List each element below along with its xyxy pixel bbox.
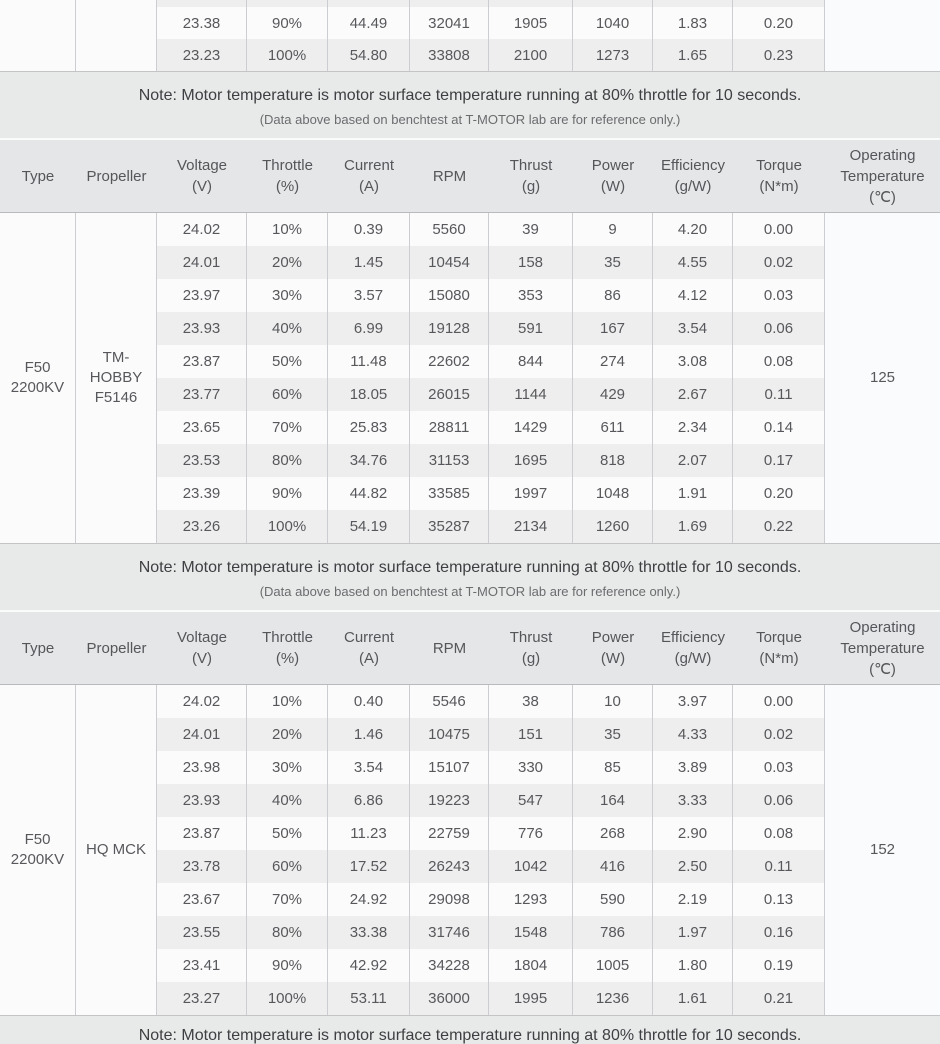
data-cell: 44.49 <box>328 7 410 39</box>
data-cell: 33.38 <box>328 916 410 949</box>
data-cell: 1997 <box>489 477 573 510</box>
data-cell: 85 <box>573 751 653 784</box>
data-cell: 1236 <box>573 982 653 1015</box>
column-header: Operating Temperature (℃) <box>825 612 940 684</box>
data-cell: 86 <box>573 279 653 312</box>
column-header: Propeller <box>76 140 157 212</box>
data-cell: 167 <box>573 312 653 345</box>
data-cell: 11.48 <box>328 345 410 378</box>
data-cell: 2100 <box>489 39 573 71</box>
data-cell: 274 <box>573 345 653 378</box>
table-body <box>0 0 940 71</box>
data-cell <box>247 0 328 7</box>
data-cell: 1293 <box>489 883 573 916</box>
data-cell: 416 <box>573 850 653 883</box>
data-cell: 17.52 <box>328 850 410 883</box>
data-cell: 80% <box>247 916 328 949</box>
data-cell: 0.03 <box>733 279 825 312</box>
note-text: Note: Motor temperature is motor surface temperature running at 80% throttle for 10 seconds. <box>138 559 802 576</box>
data-cell: 1005 <box>573 949 653 982</box>
data-cell: 0.20 <box>733 477 825 510</box>
table-header <box>0 612 940 685</box>
temp-cell <box>825 0 940 71</box>
data-cell: 2.90 <box>653 817 733 850</box>
data-cell: 40% <box>247 312 328 345</box>
data-cell: 25.83 <box>328 411 410 444</box>
column-header: Power (W) <box>573 140 653 212</box>
data-cell: 23.77 <box>157 378 247 411</box>
temp-cell: 125 <box>825 213 940 543</box>
data-cell: 0.14 <box>733 411 825 444</box>
data-cell: 1144 <box>489 378 573 411</box>
data-cell: 0.21 <box>733 982 825 1015</box>
data-cell: 2.07 <box>653 444 733 477</box>
data-cell: 0.00 <box>733 685 825 718</box>
data-cell: 158 <box>489 246 573 279</box>
data-cell: 60% <box>247 850 328 883</box>
data-cell <box>573 0 653 7</box>
data-cell: 3.97 <box>653 685 733 718</box>
data-cell <box>489 0 573 7</box>
data-cell: 34228 <box>410 949 489 982</box>
data-cell: 0.16 <box>733 916 825 949</box>
data-cell: 42.92 <box>328 949 410 982</box>
data-cell: 38 <box>489 685 573 718</box>
data-cell: 23.27 <box>157 982 247 1015</box>
column-header: Power (W) <box>573 612 653 684</box>
note-block <box>0 543 940 612</box>
data-cell: 24.01 <box>157 718 247 751</box>
data-cell: 23.93 <box>157 312 247 345</box>
data-cell: 20% <box>247 718 328 751</box>
column-header: Operating Temperature (℃) <box>825 140 940 212</box>
data-cell: 23.98 <box>157 751 247 784</box>
table-body <box>0 685 940 1015</box>
data-cell: 6.86 <box>328 784 410 817</box>
data-cell: 0.11 <box>733 378 825 411</box>
data-cell: 50% <box>247 817 328 850</box>
column-header: Throttle (%) <box>247 612 328 684</box>
data-cell <box>733 0 825 7</box>
data-cell: 24.02 <box>157 213 247 246</box>
data-cell: 10% <box>247 213 328 246</box>
data-cell: 10475 <box>410 718 489 751</box>
data-cell: 34.76 <box>328 444 410 477</box>
data-cell: 590 <box>573 883 653 916</box>
data-cell: 0.08 <box>733 817 825 850</box>
data-cell: 90% <box>247 7 328 39</box>
data-cell: 29098 <box>410 883 489 916</box>
data-cell: 591 <box>489 312 573 345</box>
data-cell: 30% <box>247 751 328 784</box>
table-header <box>0 140 940 213</box>
data-cell: 24.02 <box>157 685 247 718</box>
data-cell: 35 <box>573 246 653 279</box>
data-cell: 4.12 <box>653 279 733 312</box>
data-cell: 23.41 <box>157 949 247 982</box>
data-cell: 268 <box>573 817 653 850</box>
data-cell: 4.55 <box>653 246 733 279</box>
data-cell: 0.02 <box>733 718 825 751</box>
column-header: Thrust (g) <box>489 140 573 212</box>
data-cell: 164 <box>573 784 653 817</box>
data-cell: 39 <box>489 213 573 246</box>
data-cell: 35287 <box>410 510 489 543</box>
data-cell: 100% <box>247 39 328 71</box>
column-header: Current (A) <box>328 140 410 212</box>
data-cell: 1040 <box>573 7 653 39</box>
data-cell: 60% <box>247 378 328 411</box>
data-cell: 23.65 <box>157 411 247 444</box>
data-cell: 2.50 <box>653 850 733 883</box>
data-cell: 429 <box>573 378 653 411</box>
data-cell: 18.05 <box>328 378 410 411</box>
motor-data-table-partial <box>0 0 940 71</box>
data-cell: 844 <box>489 345 573 378</box>
note-text: Note: Motor temperature is motor surface temperature running at 80% throttle for 10 seconds. <box>138 87 802 104</box>
data-cell: 23.78 <box>157 850 247 883</box>
data-cell: 3.57 <box>328 279 410 312</box>
data-cell: 3.54 <box>328 751 410 784</box>
data-cell: 1273 <box>573 39 653 71</box>
data-cell: 23.26 <box>157 510 247 543</box>
data-cell: 23.67 <box>157 883 247 916</box>
data-cell: 0.17 <box>733 444 825 477</box>
data-cell: 54.80 <box>328 39 410 71</box>
data-cell: 23.55 <box>157 916 247 949</box>
data-cell: 2.34 <box>653 411 733 444</box>
data-cell: 23.87 <box>157 345 247 378</box>
data-cell: 30% <box>247 279 328 312</box>
note-subtext: (Data above based on benchtest at T-MOTOR lab are for reference only.) <box>259 112 681 127</box>
data-cell: 0.19 <box>733 949 825 982</box>
data-cell: 23.87 <box>157 817 247 850</box>
propeller-cell <box>76 0 157 71</box>
column-header: Torque (N*m) <box>733 140 825 212</box>
column-header: Thrust (g) <box>489 612 573 684</box>
data-cell: 1.69 <box>653 510 733 543</box>
data-cell: 786 <box>573 916 653 949</box>
data-cell <box>653 0 733 7</box>
note-text: Note: Motor temperature is motor surface temperature running at 80% throttle for 10 seconds. <box>138 1027 802 1044</box>
data-cell: 23.39 <box>157 477 247 510</box>
data-cell: 0.03 <box>733 751 825 784</box>
data-cell: 40% <box>247 784 328 817</box>
data-cell: 1.80 <box>653 949 733 982</box>
data-cell: 818 <box>573 444 653 477</box>
data-cell: 4.33 <box>653 718 733 751</box>
type-cell: F50 2200KV <box>0 685 76 1015</box>
data-cell: 1995 <box>489 982 573 1015</box>
column-header: Voltage (V) <box>157 612 247 684</box>
column-header: Efficiency (g/W) <box>653 612 733 684</box>
data-cell: 1.83 <box>653 7 733 39</box>
temp-cell: 152 <box>825 685 940 1015</box>
data-cell: 1.91 <box>653 477 733 510</box>
data-cell: 2.19 <box>653 883 733 916</box>
propeller-cell: TM-HOBBY F5146 <box>76 213 157 543</box>
note-block <box>0 71 940 140</box>
data-cell: 90% <box>247 949 328 982</box>
data-cell: 5560 <box>410 213 489 246</box>
data-cell: 3.33 <box>653 784 733 817</box>
data-cell: 70% <box>247 411 328 444</box>
data-cell: 1429 <box>489 411 573 444</box>
data-cell: 24.92 <box>328 883 410 916</box>
column-header: Torque (N*m) <box>733 612 825 684</box>
data-cell: 80% <box>247 444 328 477</box>
data-cell: 10 <box>573 685 653 718</box>
data-cell: 23.23 <box>157 39 247 71</box>
data-cell: 0.40 <box>328 685 410 718</box>
data-cell: 20% <box>247 246 328 279</box>
data-cell: 4.20 <box>653 213 733 246</box>
data-cell: 23.53 <box>157 444 247 477</box>
data-cell: 10454 <box>410 246 489 279</box>
data-cell: 0.02 <box>733 246 825 279</box>
data-cell: 1042 <box>489 850 573 883</box>
data-cell: 1548 <box>489 916 573 949</box>
propeller-cell: HQ MCK <box>76 685 157 1015</box>
data-cell: 330 <box>489 751 573 784</box>
data-cell: 1695 <box>489 444 573 477</box>
data-cell: 0.13 <box>733 883 825 916</box>
data-cell: 0.39 <box>328 213 410 246</box>
data-cell: 36000 <box>410 982 489 1015</box>
data-cell: 1.65 <box>653 39 733 71</box>
data-cell: 2.67 <box>653 378 733 411</box>
data-cell <box>328 0 410 7</box>
data-cell: 1.97 <box>653 916 733 949</box>
motor-data-table <box>0 685 940 1015</box>
note-subtext: (Data above based on benchtest at T-MOTOR lab are for reference only.) <box>259 584 681 599</box>
data-cell: 0.20 <box>733 7 825 39</box>
column-header: RPM <box>410 140 489 212</box>
data-cell: 0.06 <box>733 312 825 345</box>
data-cell: 100% <box>247 982 328 1015</box>
data-cell: 0.08 <box>733 345 825 378</box>
table-body <box>0 213 940 543</box>
data-cell: 1.45 <box>328 246 410 279</box>
data-cell: 23.93 <box>157 784 247 817</box>
data-cell: 353 <box>489 279 573 312</box>
data-cell: 19223 <box>410 784 489 817</box>
data-cell: 22602 <box>410 345 489 378</box>
data-cell: 31746 <box>410 916 489 949</box>
data-cell: 33808 <box>410 39 489 71</box>
type-cell: F50 2200KV <box>0 213 76 543</box>
column-header: Propeller <box>76 612 157 684</box>
data-cell: 24.01 <box>157 246 247 279</box>
data-cell: 26243 <box>410 850 489 883</box>
data-cell: 10% <box>247 685 328 718</box>
data-cell: 32041 <box>410 7 489 39</box>
data-cell: 776 <box>489 817 573 850</box>
data-cell: 1804 <box>489 949 573 982</box>
motor-data-table <box>0 213 940 543</box>
data-cell: 0.06 <box>733 784 825 817</box>
data-cell: 100% <box>247 510 328 543</box>
data-cell: 19128 <box>410 312 489 345</box>
data-cell: 50% <box>247 345 328 378</box>
data-cell: 1.46 <box>328 718 410 751</box>
data-cell: 1905 <box>489 7 573 39</box>
data-cell: 35 <box>573 718 653 751</box>
column-header: Current (A) <box>328 612 410 684</box>
data-cell: 5546 <box>410 685 489 718</box>
data-cell: 9 <box>573 213 653 246</box>
data-cell: 151 <box>489 718 573 751</box>
data-cell: 0.22 <box>733 510 825 543</box>
data-cell <box>410 0 489 7</box>
data-cell: 33585 <box>410 477 489 510</box>
data-cell: 44.82 <box>328 477 410 510</box>
data-cell: 15080 <box>410 279 489 312</box>
data-cell: 0.00 <box>733 213 825 246</box>
column-header: Efficiency (g/W) <box>653 140 733 212</box>
data-cell: 70% <box>247 883 328 916</box>
column-header: Throttle (%) <box>247 140 328 212</box>
data-cell: 611 <box>573 411 653 444</box>
data-cell: 0.11 <box>733 850 825 883</box>
data-cell: 2134 <box>489 510 573 543</box>
data-cell: 31153 <box>410 444 489 477</box>
data-cell: 1260 <box>573 510 653 543</box>
data-cell: 54.19 <box>328 510 410 543</box>
data-cell: 15107 <box>410 751 489 784</box>
data-cell: 1048 <box>573 477 653 510</box>
data-cell: 26015 <box>410 378 489 411</box>
data-cell: 11.23 <box>328 817 410 850</box>
data-cell: 3.89 <box>653 751 733 784</box>
column-header: Type <box>0 612 76 684</box>
data-cell: 23.97 <box>157 279 247 312</box>
data-cell: 0.23 <box>733 39 825 71</box>
data-cell: 3.08 <box>653 345 733 378</box>
data-cell: 6.99 <box>328 312 410 345</box>
note-block <box>0 1015 940 1044</box>
data-cell: 22759 <box>410 817 489 850</box>
column-header: Type <box>0 140 76 212</box>
type-cell <box>0 0 76 71</box>
data-cell: 547 <box>489 784 573 817</box>
column-header: Voltage (V) <box>157 140 247 212</box>
data-cell: 28811 <box>410 411 489 444</box>
data-cell: 1.61 <box>653 982 733 1015</box>
data-cell <box>157 0 247 7</box>
data-cell: 3.54 <box>653 312 733 345</box>
data-cell: 53.11 <box>328 982 410 1015</box>
data-cell: 90% <box>247 477 328 510</box>
column-header: RPM <box>410 612 489 684</box>
data-cell: 23.38 <box>157 7 247 39</box>
